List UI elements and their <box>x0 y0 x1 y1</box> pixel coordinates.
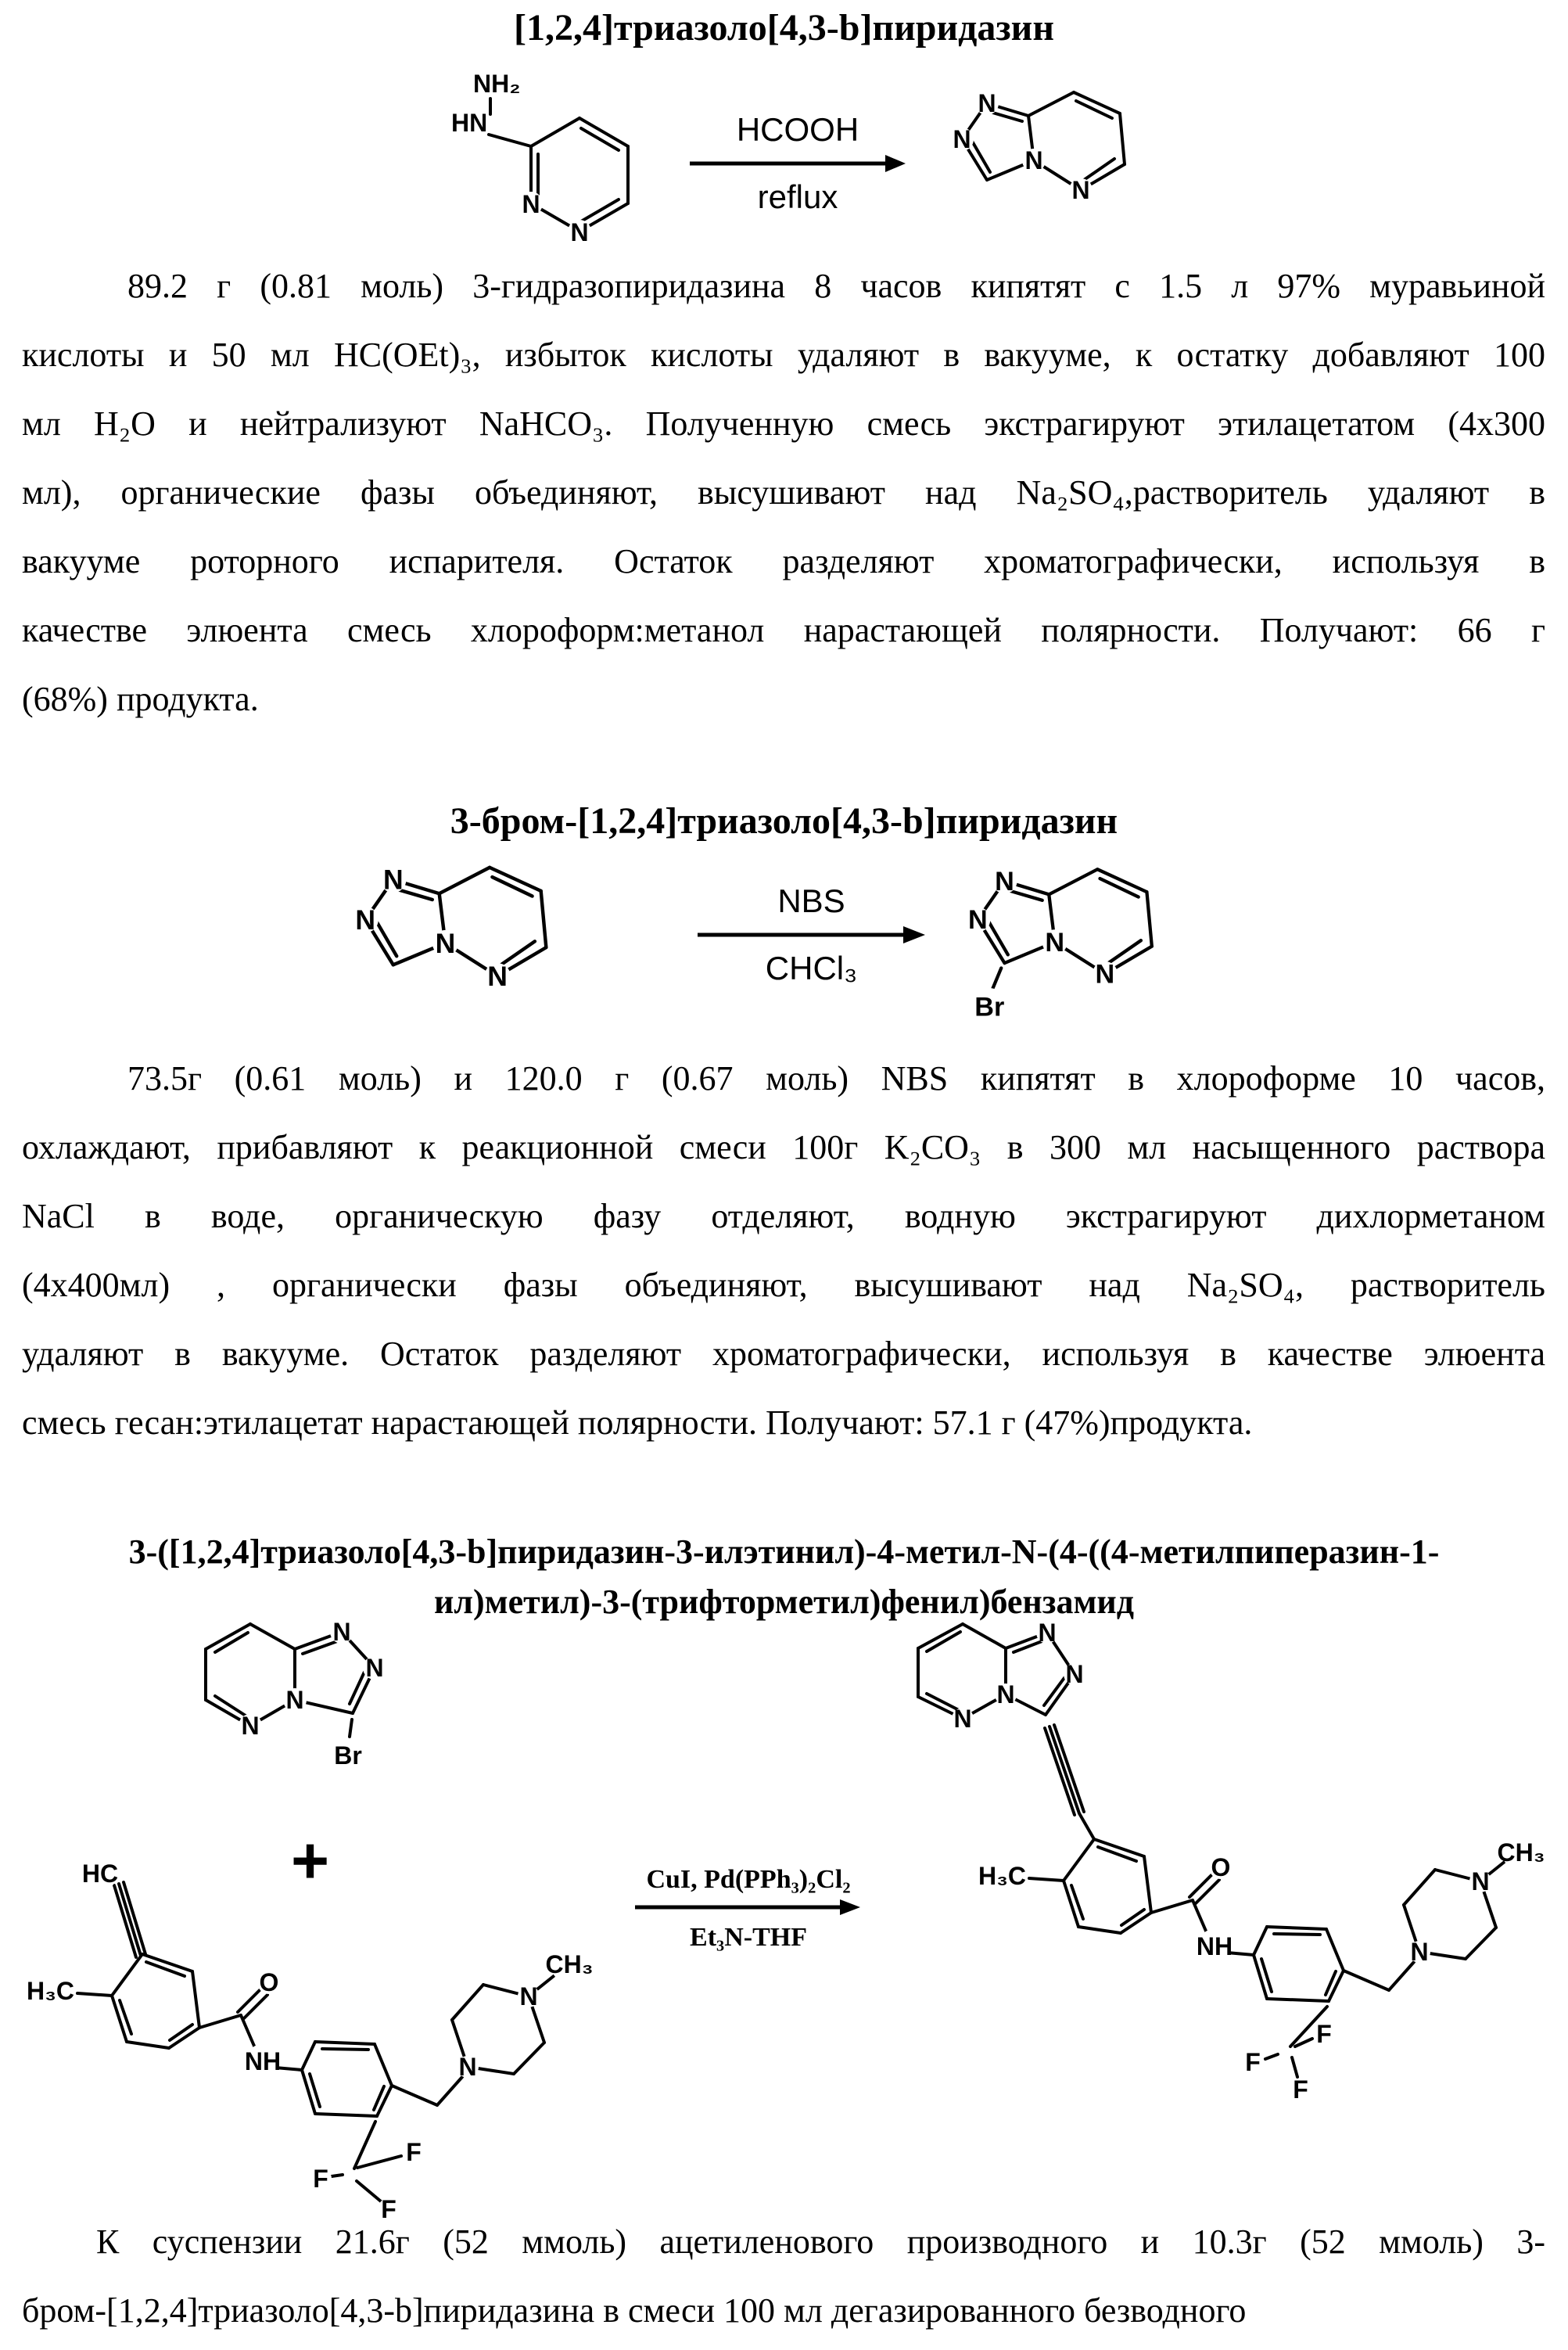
reaction-arrow-2 <box>696 881 927 989</box>
paragraph-2 <box>22 1044 1545 1457</box>
reaction-conditions-above: NBS <box>777 882 845 919</box>
structure-triazolopyridazine-reactant <box>348 861 583 1017</box>
paragraph-line: К суспензии 21.6г (52 ммоль) ацетиленового производного и 10.3г (52 ммоль) 3- <box>96 2222 1545 2261</box>
atom-label-n: N <box>241 1712 260 1740</box>
reaction-arrow-3 <box>635 1863 862 1957</box>
atom-label-n: N <box>365 1654 384 1682</box>
arrow-icon <box>635 1898 862 1917</box>
paragraph-line: мл), органические фазы объединяют, высушивают над Na₂SO₄,растворитель удаляют в <box>22 473 1545 512</box>
atom-label-n: N <box>967 905 988 936</box>
paragraph-line: NaCl в воде, органическую фазу отделяют, водную экстрагируют дихлорметаном <box>22 1197 1545 1235</box>
paragraph-line: 73.5г (0.61 моль) и 120.0 г (0.67 моль) NBS кипятят в хлороформе 10 часов, <box>127 1059 1545 1098</box>
atom-label-f: F <box>1245 2048 1261 2076</box>
atom-label-n: N <box>995 867 1014 897</box>
atom-label-n: N <box>1095 959 1115 990</box>
atom-label-n: N <box>996 1680 1015 1709</box>
paragraph-line: (68%) продукта. <box>22 680 259 718</box>
reaction-conditions-below: Et₃N-THF <box>690 1923 807 1952</box>
atom-label-n: N <box>382 864 404 896</box>
paragraph-line: качестве элюента смесь хлороформ:метанол нарастающей полярности. Получают: 66 г <box>22 611 1545 649</box>
section3-title-line2: ил)метил)-3-(трифторметил)фенил)бензамид <box>433 1583 1135 1621</box>
atom-label-n: N <box>332 1618 351 1646</box>
atom-label-f: F <box>313 2165 328 2193</box>
section3-title-line1: 3-([1,2,4]триазоло[4,3-b]пиридазин-3-илэтинил)-4-метил-N-(4-((4-метилпиперазин-1- <box>128 1533 1440 1571</box>
atom-label-n: N <box>953 1705 972 1733</box>
atom-label-n: N <box>355 904 376 936</box>
atom-label-n: N <box>285 1686 304 1714</box>
atom-label-n: N <box>1045 928 1065 958</box>
structure-3-hydrazinopyridazine <box>450 53 637 250</box>
atom-label-f: F <box>1316 2020 1332 2048</box>
atom-label-nh: NH <box>244 2047 282 2075</box>
atom-label-f: F <box>1293 2075 1308 2104</box>
bond-framework <box>489 99 628 232</box>
atom-label-br: Br <box>334 1741 362 1770</box>
atom-label-n: N <box>953 125 971 153</box>
atom-label-n: N <box>435 927 456 959</box>
atom-label-n: N <box>1071 176 1090 204</box>
atom-label-n: N <box>1410 1938 1429 1966</box>
structure-3-bromo-triazolopyridazine-reagent <box>192 1610 403 1778</box>
structure-triazolopyridazine <box>946 86 1157 227</box>
atom-label-n: N <box>570 218 589 246</box>
atom-label-o: O <box>1211 1853 1231 1881</box>
arrow-icon <box>696 923 927 947</box>
atom-label-nh: NH <box>1196 1932 1233 1960</box>
paragraph-line: (4х400мл) , органически фазы объединяют, высушивают над Na₂SO₄, растворитель <box>22 1266 1545 1304</box>
reaction-conditions-below: reflux <box>757 178 838 215</box>
atom-label-br: Br <box>974 992 1005 1022</box>
reaction-conditions-below: CHCl₃ <box>765 950 858 986</box>
plus-sign: + <box>291 1824 330 1897</box>
atom-label-o: O <box>259 1968 279 1996</box>
paragraph-line: мл H₂O и нейтрализуют NaHCO₃. Полученную смесь экстрагируют этилацетатом (4x300 <box>22 404 1545 443</box>
atom-label-n: N <box>1038 1619 1057 1647</box>
reaction-conditions-above: HCOOH <box>736 111 859 148</box>
atom-label-ch3: CH₃ <box>1497 1838 1545 1867</box>
paragraph-3 <box>22 2208 1545 2345</box>
atom-label-n: N <box>1471 1867 1490 1895</box>
atom-label-n: N <box>978 89 996 117</box>
paragraph-line: кислоты и 50 мл HC(OEt)₃, избыток кислоты удаляют в вакууме, к остатку добавляют 100 <box>22 336 1545 374</box>
atom-label-ch3: CH₃ <box>545 1950 594 1978</box>
paragraph-line: бром-[1,2,4]триазоло[4,3-b]пиридазина в смеси 100 мл дегазированного безводного <box>22 2291 1247 2330</box>
atom-label-h3c: H₃C <box>978 1862 1026 1890</box>
paragraph-line: 89.2 г (0.81 моль) 3-гидразопиридазина 8 часов кипятят с 1.5 л 97% муравьиной <box>127 267 1545 305</box>
bond-framework <box>77 1882 558 2201</box>
atom-label-n: N <box>1065 1660 1084 1688</box>
atom-label-nh2: NH₂ <box>473 70 521 98</box>
atom-label-h3c: H₃C <box>26 1977 74 2005</box>
structure-3-bromo-triazolopyridazine <box>953 854 1187 1034</box>
atom-label-n: N <box>487 961 508 992</box>
paragraph-1 <box>22 252 1545 734</box>
reaction-conditions-above: CuI, Pd(PPh₃)₂Cl₂ <box>646 1865 851 1894</box>
atom-label-hn: HN <box>451 109 488 137</box>
structure-product-benzamide <box>892 1604 1556 2120</box>
atom-label-n: N <box>1024 146 1043 174</box>
paragraph-line: удаляют в вакууме. Остаток разделяют хроматографически, используя в качестве элюента <box>22 1335 1545 1373</box>
atom-label-n: N <box>522 190 540 218</box>
arrow-icon <box>688 152 907 175</box>
structure-acetylene-benzamide <box>20 1838 598 2230</box>
paragraph-line: смесь гесан:этилацетат нарастающей полярности. Получают: 57.1 г (47%)продукта. <box>22 1403 1253 1442</box>
paragraph-line: охлаждают, прибавляют к реакционной смеси 100г K₂CO₃ в 300 мл насыщенного раствора <box>22 1128 1545 1166</box>
paragraph-line: вакууме роторного испарителя. Остаток разделяют хроматографически, используя в <box>22 542 1545 580</box>
atom-label-f: F <box>406 2138 422 2166</box>
reaction-arrow-1 <box>688 110 907 217</box>
atom-label-n: N <box>458 2053 477 2081</box>
atom-label-n: N <box>519 1982 538 2010</box>
section1-title: [1,2,4]триазоло[4,3-b]пиридазин <box>514 7 1054 49</box>
section2-title: 3-бром-[1,2,4]триазоло[4,3-b]пиридазин <box>450 800 1118 842</box>
atom-label-hc: HC <box>81 1860 119 1888</box>
atom-label-f: F <box>381 2195 396 2223</box>
